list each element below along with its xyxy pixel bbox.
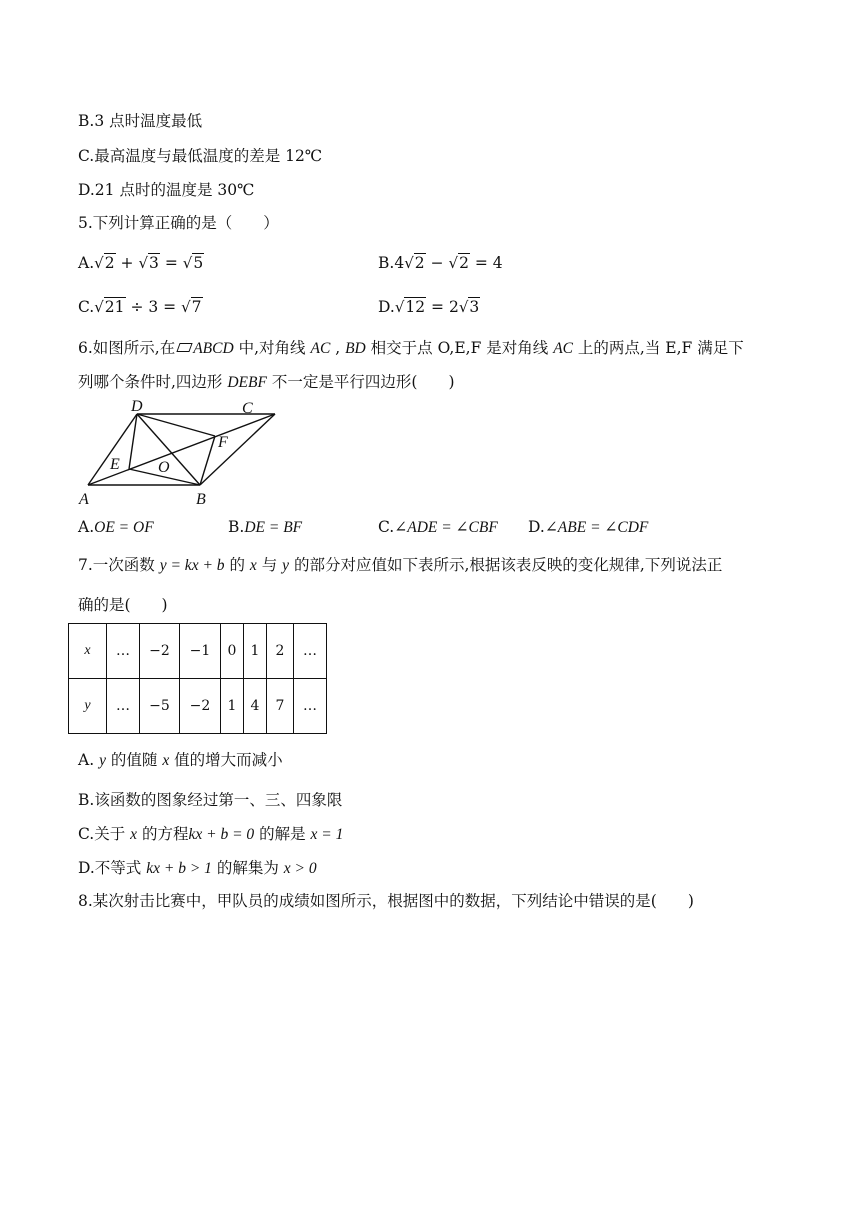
table-cell: 0 (221, 624, 244, 679)
math: ABCD (193, 340, 234, 357)
math: kx + b > 1 (146, 860, 212, 877)
q7-option-a (78, 749, 283, 772)
q7-option-d (78, 857, 317, 880)
radicand: 5 (193, 254, 204, 272)
label-f: F (218, 434, 228, 451)
table-cell: −5 (140, 679, 180, 734)
text: 不一定是平行四边形( ) (266, 373, 455, 391)
math: DE = BF (244, 519, 303, 536)
table-cell: −1 (180, 624, 221, 679)
option-label: B. (378, 254, 395, 272)
sqrt-icon: √ (94, 254, 104, 272)
q7-stem-line2: 确的是( ) (78, 596, 168, 614)
q5-option-d (378, 296, 480, 318)
math: x = 1 (310, 826, 344, 843)
coefficient: 4 (394, 254, 405, 272)
q7-option-b: B.该函数的图象经过第一、三、四象限 (78, 791, 343, 809)
table-cell: … (107, 624, 140, 679)
result: = 2 (431, 298, 459, 316)
operator: ÷ 3 = (130, 298, 177, 316)
text: 与 (256, 556, 283, 574)
radicand: 3 (469, 298, 480, 316)
operator: + (120, 254, 134, 272)
side-da (88, 414, 137, 485)
row-header-y: y (69, 679, 107, 734)
text: 6.如图所示,在 (78, 339, 176, 357)
option-label: A. (78, 518, 95, 536)
q5-stem: 5.下列计算正确的是（ ） (78, 214, 279, 232)
option-label: D. (528, 518, 545, 536)
q4-option-b: B.3 点时温度最低 (78, 112, 203, 130)
text: 上的两点,当 E,F 满足下 (573, 339, 744, 357)
text: 的 (224, 556, 250, 574)
operator: − (430, 254, 444, 272)
table-cell: 1 (244, 624, 267, 679)
option-label: C. (378, 518, 395, 536)
radicand: 2 (414, 254, 425, 272)
label-a: A (79, 491, 89, 508)
option-label: D. (378, 298, 395, 316)
option-label: C.关于 (78, 825, 131, 843)
text: 列哪个条件时,四边形 (78, 373, 228, 391)
label-o: O (158, 459, 170, 476)
table-cell: … (107, 679, 140, 734)
q4-option-c: C.最高温度与最低温度的差是 12℃ (78, 147, 323, 165)
text: 的方程 (137, 825, 189, 843)
sqrt-icon: √ (448, 254, 459, 272)
result: = 4 (474, 254, 503, 272)
sqrt-icon: √ (181, 298, 191, 316)
q6-option-c (378, 516, 498, 539)
label-b: B (196, 491, 206, 508)
operator: = (164, 254, 178, 272)
sqrt-icon: √ (94, 298, 104, 316)
table-cell: 2 (267, 624, 294, 679)
option-label: A. (78, 254, 95, 272)
math: DEBF (227, 374, 267, 391)
q7-stem-line1 (78, 554, 722, 577)
sqrt-icon: √ (404, 254, 414, 272)
table-cell: −2 (140, 624, 180, 679)
math: ∠ABE = ∠CDF (544, 519, 649, 536)
math: y (99, 752, 106, 769)
segment-df (137, 414, 215, 436)
q6-option-d (528, 516, 648, 539)
parallelogram-icon (177, 343, 193, 352)
diagonal-ac (88, 414, 275, 485)
option-label: C. (78, 298, 95, 316)
text: , (330, 339, 346, 357)
radicand: 2 (104, 254, 115, 272)
math: AC (310, 340, 331, 357)
radicand: 12 (405, 298, 426, 316)
table-cell: … (294, 679, 327, 734)
math: x (249, 557, 257, 574)
radicand: 21 (104, 298, 125, 316)
text: 的解集为 (211, 859, 284, 877)
sqrt-icon: √ (394, 298, 405, 316)
q8-stem: 8.某次射击比赛中，甲队员的成绩如图所示，根据图中的数据，下列结论中错误的是( ) (78, 892, 694, 910)
table-cell: … (294, 624, 327, 679)
row-header-x: x (69, 624, 107, 679)
sqrt-icon: √ (138, 254, 148, 272)
value-table (68, 623, 327, 734)
radicand: 7 (191, 298, 202, 316)
math: kx + b = 0 (188, 826, 255, 843)
math: y (282, 557, 290, 574)
label-e: E (110, 456, 120, 473)
table-cell: 7 (267, 679, 294, 734)
q5-option-a (78, 252, 204, 274)
q6-stem-line1 (78, 337, 744, 360)
math: ∠ADE = ∠CBF (394, 519, 498, 536)
math: x (162, 752, 170, 769)
math: OE = OF (94, 519, 154, 536)
option-label: D.不等式 (78, 859, 147, 877)
text: 的部分对应值如下表所示,根据该表反映的变化规律,下列说法正 (289, 556, 723, 574)
math: AC (553, 340, 573, 357)
text: 的解是 (254, 825, 311, 843)
radicand: 3 (149, 254, 159, 272)
table-cell: −2 (180, 679, 221, 734)
label-d: D (131, 398, 143, 415)
table-cell: 4 (244, 679, 267, 734)
q6-option-b (228, 516, 302, 539)
math: BD (345, 340, 366, 357)
label-c: C (242, 400, 253, 417)
sqrt-icon: √ (458, 298, 469, 316)
q5-option-b (378, 252, 503, 274)
q4-option-d: D.21 点时的温度是 30℃ (78, 181, 255, 199)
q5-option-c (78, 296, 203, 318)
text: 相交于点 O,E,F 是对角线 (365, 339, 554, 357)
text: 中,对角线 (233, 339, 311, 357)
table-cell: 1 (221, 679, 244, 734)
parallelogram-figure (72, 398, 292, 508)
table-row-y (69, 679, 327, 734)
q6-option-a (78, 516, 154, 539)
text: 7.一次函数 (78, 556, 160, 574)
q6-stem-line2 (78, 371, 455, 394)
text: 的值随 (105, 751, 163, 769)
text: 值的增大而减小 (169, 751, 283, 769)
math: y = kx + b (159, 557, 225, 574)
math: x > 0 (283, 860, 317, 877)
option-label: B. (228, 518, 245, 536)
table-row-x (69, 624, 327, 679)
option-label: A. (78, 751, 100, 769)
q7-option-c (78, 823, 343, 846)
sqrt-icon: √ (182, 254, 193, 272)
radicand: 2 (459, 254, 469, 272)
math: x (130, 826, 138, 843)
segment-de (129, 414, 137, 469)
